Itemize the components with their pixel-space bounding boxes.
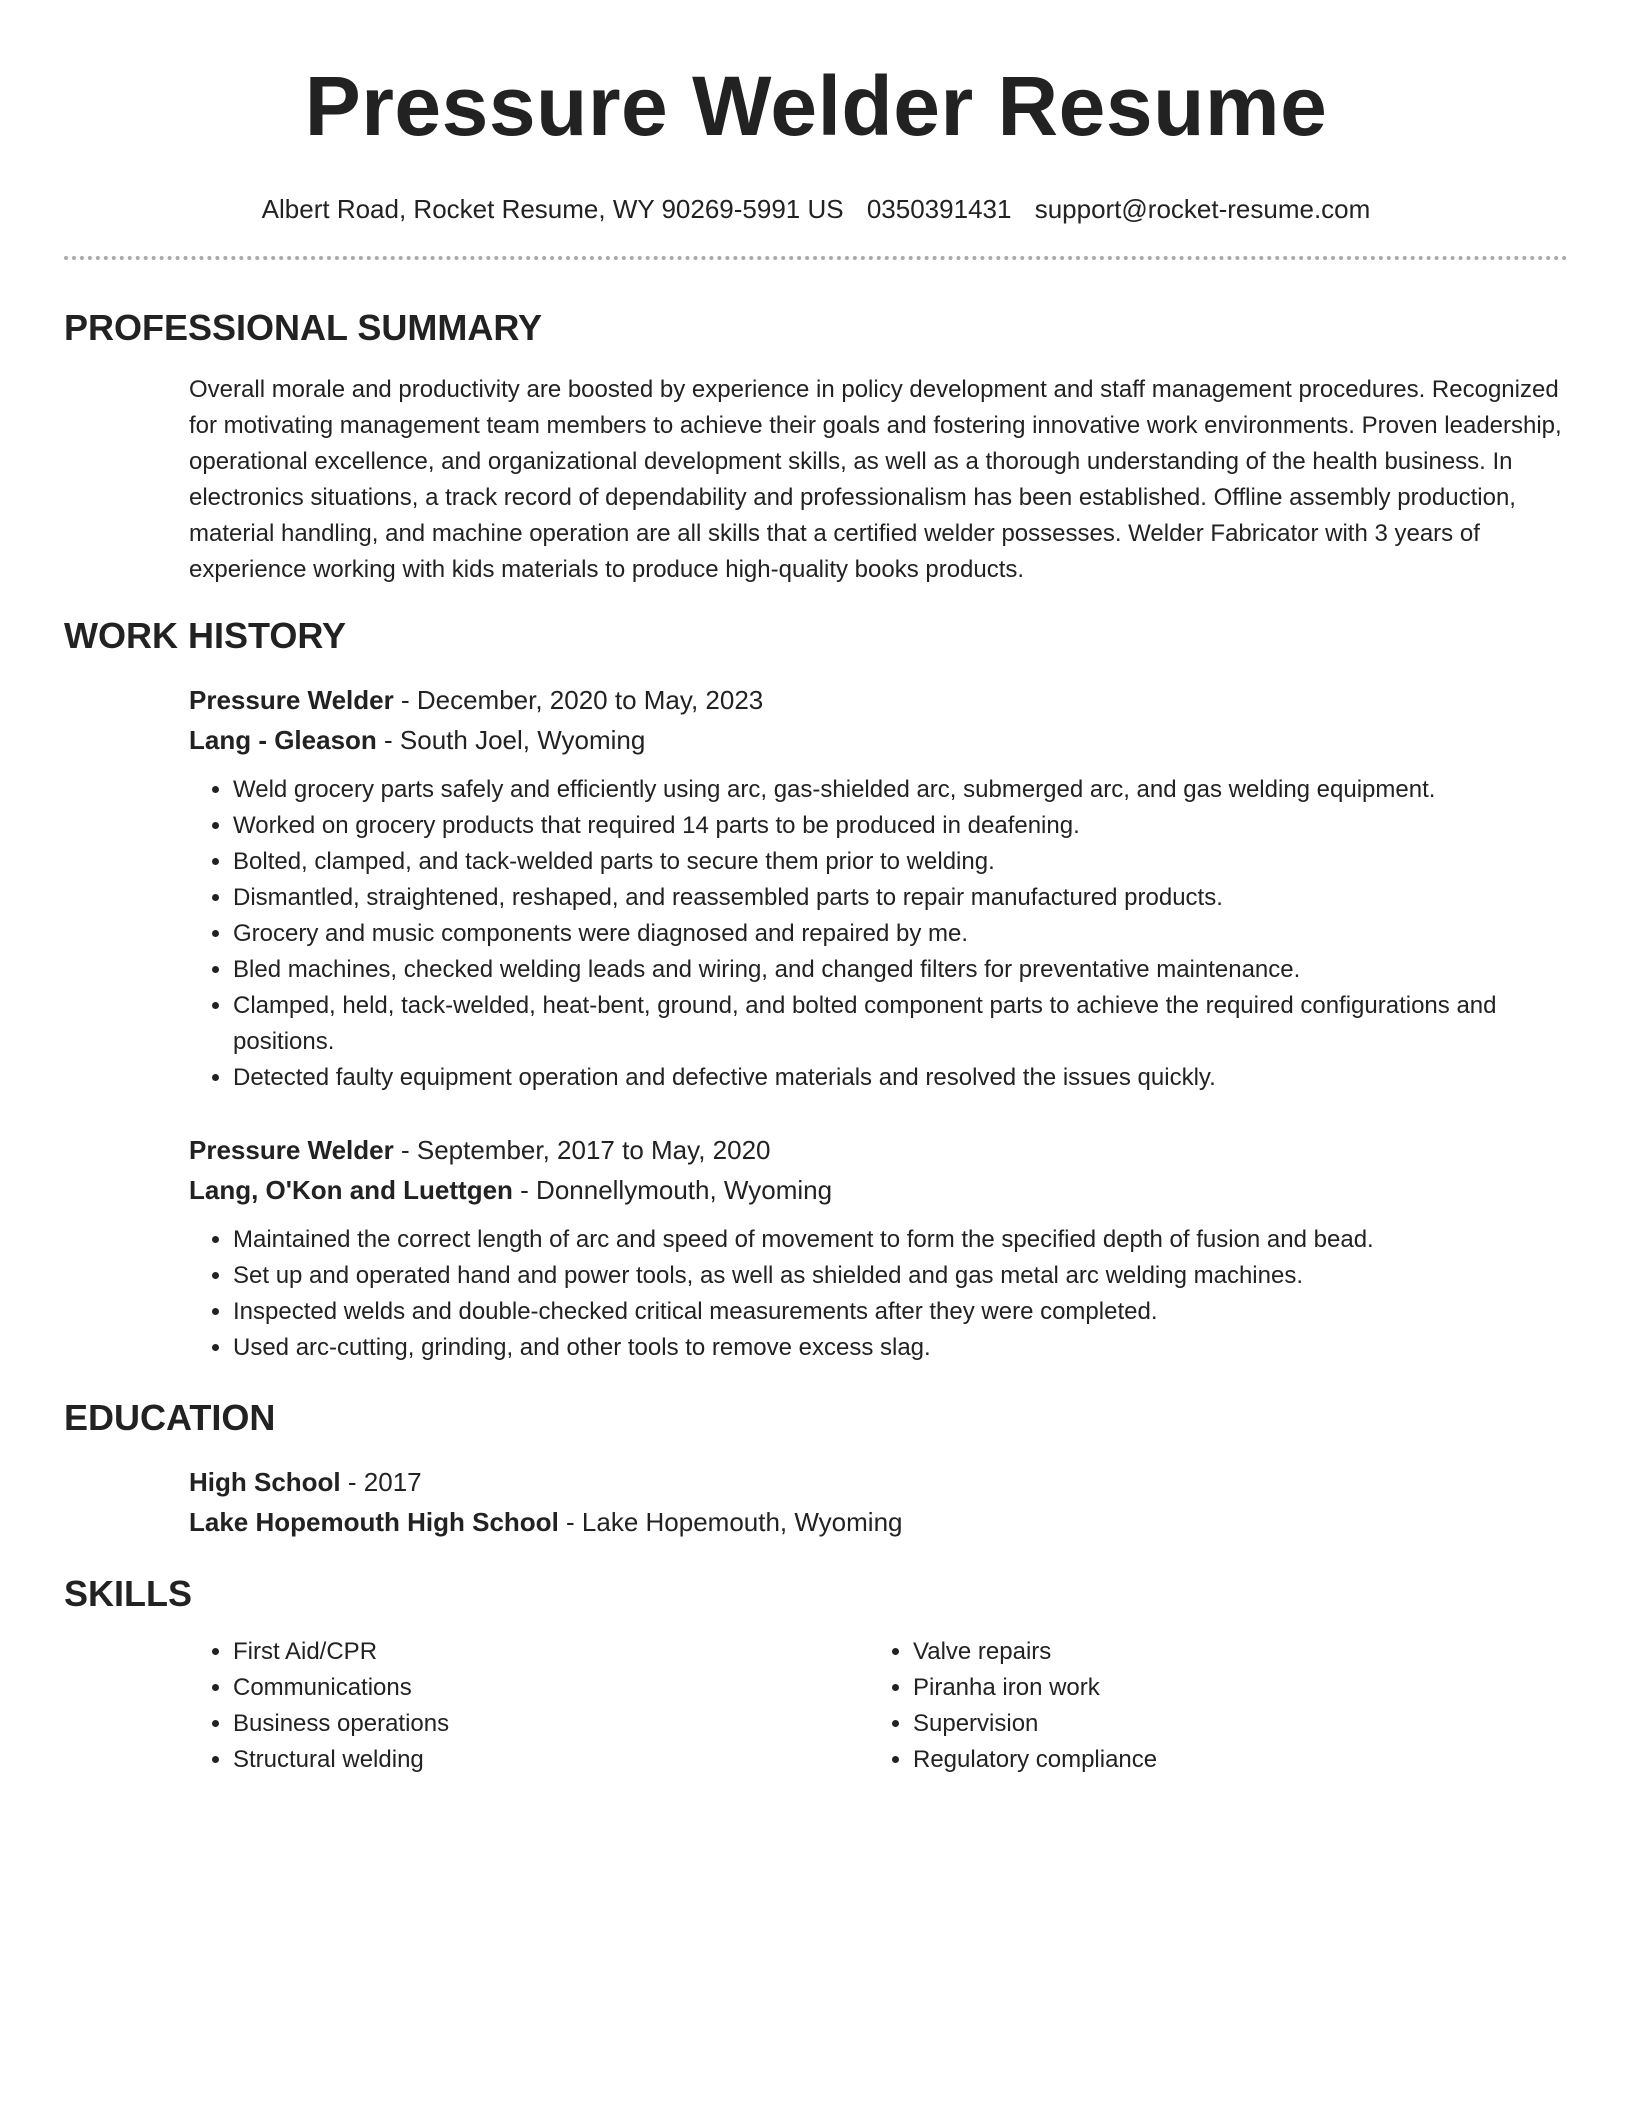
school-line <box>189 1502 1568 1542</box>
education-year: - 2017 <box>340 1467 422 1497</box>
skill-item: • Business operations <box>233 1706 869 1742</box>
summary-section <box>64 306 1568 588</box>
skill-item: • Structural welding <box>233 1742 869 1778</box>
skills-list <box>189 1634 1568 1778</box>
contact-line <box>64 192 1568 226</box>
skill-item: • Communications <box>233 1670 869 1706</box>
job-position: Pressure Welder <box>189 1135 394 1165</box>
job-location: - Donnellymouth, Wyoming <box>512 1175 833 1205</box>
job-company: Lang, O'Kon and Luettgen <box>189 1175 513 1205</box>
job-duty-item: • Worked on grocery products that required 14 parts to be produced in deafening. <box>233 808 1568 844</box>
job-position: Pressure Welder <box>189 685 394 715</box>
contact-address: Albert Road, Rocket Resume, WY 90269-5991 US <box>261 194 844 224</box>
job-dates: - December, 2020 to May, 2023 <box>393 685 764 715</box>
job-title-line <box>189 1130 1568 1170</box>
job-duty-item: • Clamped, held, tack-welded, heat-bent, ground, and bolted component parts to achieve the required configurations and positions. <box>233 988 1568 1060</box>
company-line <box>189 1170 1568 1210</box>
work-history-section <box>64 614 1568 1366</box>
skills-heading: SKILLS <box>64 1573 193 1614</box>
education-school: Lake Hopemouth High School <box>189 1507 559 1537</box>
skill-item: • Valve repairs <box>913 1634 1549 1670</box>
job-duties <box>189 1222 1568 1366</box>
company-line <box>189 720 1568 760</box>
job-location: - South Joel, Wyoming <box>376 725 646 755</box>
job-duty-item: • Set up and operated hand and power tools, as well as shielded and gas metal arc welding machines. <box>233 1258 1568 1294</box>
job-duty-item: • Inspected welds and double-checked critical measurements after they were completed. <box>233 1294 1568 1330</box>
job-duty-item: • Detected faulty equipment operation and defective materials and resolved the issues quickly. <box>233 1060 1568 1096</box>
summary-heading: PROFESSIONAL SUMMARY <box>64 307 543 348</box>
education-section <box>64 1396 1568 1542</box>
skills-section <box>64 1572 1568 1778</box>
education-location: - Lake Hopemouth, Wyoming <box>558 1507 903 1537</box>
skills-column-right <box>869 1634 1549 1778</box>
contact-phone: 0350391431 <box>866 194 1012 224</box>
job-duty-item: • Bled machines, checked welding leads and wiring, and changed filters for preventative maintenance. <box>233 952 1568 988</box>
education-degree: High School <box>189 1467 341 1497</box>
contact-email: support@rocket-resume.com <box>1034 194 1371 224</box>
education-entry <box>189 1462 1568 1542</box>
header-divider <box>64 256 1568 260</box>
skills-column-left <box>189 1634 869 1778</box>
job-duty-item: • Weld grocery parts safely and efficiently using arc, gas-shielded arc, submerged arc, and gas welding equipment. <box>233 772 1568 808</box>
job-entry <box>189 680 1568 1096</box>
resume-title: Pressure Welder Resume <box>304 59 1328 153</box>
job-duty-item: • Grocery and music components were diagnosed and repaired by me. <box>233 916 1568 952</box>
job-title-line <box>189 680 1568 720</box>
job-duty-item: • Dismantled, straightened, reshaped, and reassembled parts to repair manufactured products. <box>233 880 1568 916</box>
skill-item: • Piranha iron work <box>913 1670 1549 1706</box>
job-entry <box>189 1130 1568 1366</box>
skill-item: • Regulatory compliance <box>913 1742 1549 1778</box>
job-duty-item: • Used arc-cutting, grinding, and other tools to remove excess slag. <box>233 1330 1568 1366</box>
education-heading: EDUCATION <box>64 1397 276 1438</box>
summary-text: Overall morale and productivity are boosted by experience in policy development and staff management procedures. Recognized for motivating management team members to achieve their goals and fostering innovative work environments. Proven leadership, operational excellence, and organizational development skills, as well as a thorough understanding of the health business. In electronics situations, a track record of dependability and professionalism has been established. Offline assembly production, material handling, and machine operation are all skills that a certified welder possesses. Welder Fabricator with 3 years of experience working with kids materials to produce high-quality books products. <box>189 376 1562 583</box>
job-company: Lang - Gleason <box>189 725 377 755</box>
job-duties <box>189 772 1568 1096</box>
skill-item: • Supervision <box>913 1706 1549 1742</box>
job-dates: - September, 2017 to May, 2020 <box>393 1135 771 1165</box>
work-history-heading: WORK HISTORY <box>64 615 347 656</box>
skill-item: • First Aid/CPR <box>233 1634 869 1670</box>
degree-line <box>189 1462 1568 1502</box>
job-duty-item: • Maintained the correct length of arc and speed of movement to form the specified depth of fusion and bead. <box>233 1222 1568 1258</box>
job-duty-item: • Bolted, clamped, and tack-welded parts to secure them prior to welding. <box>233 844 1568 880</box>
resume-header <box>64 0 1568 226</box>
